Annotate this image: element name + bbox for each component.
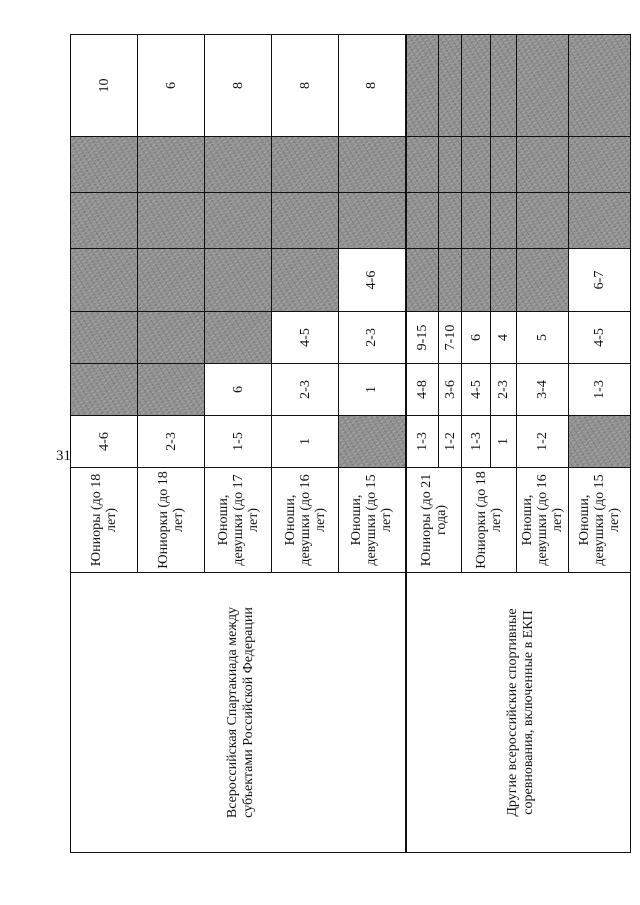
shaded-cell	[71, 137, 138, 193]
shaded-cell	[138, 312, 205, 364]
table-cell: 4-6	[339, 249, 406, 312]
shaded-cell	[205, 193, 272, 249]
table-cell: 6	[205, 364, 272, 416]
competition-name: Другие всероссийские спортивные соревнования, включенные в ЕКП	[406, 573, 631, 853]
table-cell: 9-15	[406, 312, 439, 364]
table-cell: 1-2	[439, 416, 462, 468]
table-cell: 3-6	[439, 364, 462, 416]
shaded-cell	[462, 249, 491, 312]
table-cell: 6	[138, 35, 205, 137]
shaded-cell	[491, 137, 517, 193]
shaded-cell	[439, 249, 462, 312]
shaded-cell	[406, 137, 439, 193]
age-group: Юноши, девушки (до 15 лет)	[569, 468, 631, 573]
table-cell: 8	[272, 35, 339, 137]
competition-table	[70, 34, 631, 853]
rotated-table-wrapper	[70, 35, 622, 853]
shaded-cell	[339, 137, 406, 193]
table-cell: 6	[462, 312, 491, 364]
table-row	[71, 35, 138, 853]
age-group: Юниорки (до 18 лет)	[462, 468, 517, 573]
shaded-cell	[138, 249, 205, 312]
table-cell: 1-3	[569, 364, 631, 416]
table-cell: 4-8	[406, 364, 439, 416]
table-cell: 1-3	[462, 416, 491, 468]
shaded-cell	[517, 249, 569, 312]
age-group: Юноши, девушки (до 17 лет)	[205, 468, 272, 573]
shaded-cell	[406, 249, 439, 312]
shaded-cell	[491, 193, 517, 249]
table-cell: 1-3	[406, 416, 439, 468]
shaded-cell	[71, 249, 138, 312]
table-cell: 2-3	[272, 364, 339, 416]
shaded-cell	[205, 312, 272, 364]
shaded-cell	[517, 35, 569, 137]
shaded-cell	[272, 249, 339, 312]
shaded-cell	[439, 193, 462, 249]
shaded-cell	[71, 193, 138, 249]
shaded-cell	[406, 35, 439, 137]
shaded-cell	[71, 312, 138, 364]
shaded-cell	[569, 35, 631, 137]
shaded-cell	[272, 137, 339, 193]
shaded-cell	[569, 416, 631, 468]
shaded-cell	[138, 137, 205, 193]
shaded-cell	[339, 416, 406, 468]
table-cell: 4-5	[272, 312, 339, 364]
age-group: Юноши, девушки (до 15 лет)	[339, 468, 406, 573]
table-cell: 8	[205, 35, 272, 137]
table-cell: 6-7	[569, 249, 631, 312]
table-cell: 7-10	[439, 312, 462, 364]
table-cell: 8	[339, 35, 406, 137]
shaded-cell	[491, 35, 517, 137]
shaded-cell	[339, 193, 406, 249]
shaded-cell	[205, 249, 272, 312]
table-cell: 4-5	[569, 312, 631, 364]
table-cell: 2-3	[491, 364, 517, 416]
shaded-cell	[517, 193, 569, 249]
shaded-cell	[462, 193, 491, 249]
age-group: Юниоры (до 21 года)	[406, 468, 462, 573]
table-cell: 1-2	[517, 416, 569, 468]
shaded-cell	[569, 193, 631, 249]
age-group: Юноши, девушки (до 16 лет)	[272, 468, 339, 573]
table-cell: 1-5	[205, 416, 272, 468]
shaded-cell	[439, 35, 462, 137]
age-group: Юниоры (до 18 лет)	[71, 468, 138, 573]
shaded-cell	[138, 364, 205, 416]
table-cell: 5	[517, 312, 569, 364]
table-cell: 2-3	[138, 416, 205, 468]
shaded-cell	[406, 193, 439, 249]
table-cell: 10	[71, 35, 138, 137]
shaded-cell	[569, 137, 631, 193]
shaded-cell	[439, 137, 462, 193]
page-number: 31	[56, 448, 71, 464]
table-cell: 3-4	[517, 364, 569, 416]
shaded-cell	[462, 137, 491, 193]
table-row	[406, 35, 439, 853]
age-group: Юниорки (до 18 лет)	[138, 468, 205, 573]
shaded-cell	[71, 364, 138, 416]
table-cell: 1	[339, 364, 406, 416]
table-cell: 4-6	[71, 416, 138, 468]
shaded-cell	[272, 193, 339, 249]
shaded-cell	[462, 35, 491, 137]
shaded-cell	[517, 137, 569, 193]
shaded-cell	[491, 249, 517, 312]
table-cell: 1	[491, 416, 517, 468]
competition-name: Всероссийская Спартакиада между субъектами Российской Федерации	[71, 573, 406, 853]
table-cell: 2-3	[339, 312, 406, 364]
age-group: Юноши, девушки (до 16 лет)	[517, 468, 569, 573]
table-cell: 1	[272, 416, 339, 468]
table-cell: 4	[491, 312, 517, 364]
shaded-cell	[138, 193, 205, 249]
shaded-cell	[205, 137, 272, 193]
table-cell: 4-5	[462, 364, 491, 416]
